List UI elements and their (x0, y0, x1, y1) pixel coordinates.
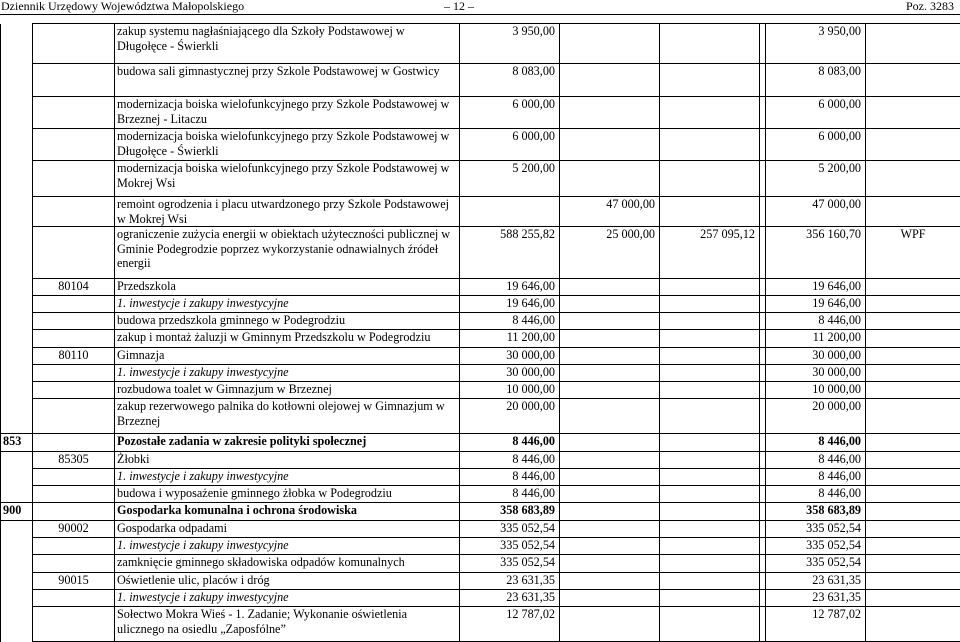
subsection-code (33, 607, 115, 642)
amount-total: 30 000,00 (460, 348, 560, 365)
subsection-code (33, 227, 115, 279)
source-note (866, 434, 960, 452)
amount-total: 10 000,00 (460, 382, 560, 399)
subsection-code (33, 197, 115, 227)
amount-own (560, 573, 660, 590)
amount-total: 8 446,00 (460, 313, 560, 330)
amount-year: 8 446,00 (766, 486, 866, 503)
amount-total: 358 683,89 (460, 503, 560, 521)
amount-own (560, 296, 660, 313)
subsection-code (33, 296, 115, 313)
table-row (1, 97, 960, 129)
section-code (1, 296, 33, 313)
task-description: zakup systemu nagłaśniającego dla Szkoły Podstawowej w Długołęce - Świerkli (115, 24, 460, 64)
subsection-code: 85305 (33, 452, 115, 469)
amount-external (660, 365, 760, 382)
subsection-code (33, 503, 115, 521)
amount-external (660, 64, 760, 97)
amount-total: 6 000,00 (460, 97, 560, 129)
task-description: budowa przedszkola gminnego w Podegrodziu (115, 313, 460, 330)
amount-year: 335 052,54 (766, 538, 866, 555)
section-code (1, 382, 33, 399)
table-row (1, 197, 960, 227)
task-description: Gospodarka odpadami (115, 521, 460, 538)
amount-year: 19 646,00 (766, 279, 866, 296)
amount-year: 6 000,00 (766, 97, 866, 129)
source-note (866, 161, 960, 197)
amount-total: 8 446,00 (460, 486, 560, 503)
amount-total: 335 052,54 (460, 521, 560, 538)
amount-external (660, 296, 760, 313)
amount-own (560, 365, 660, 382)
section-code: 900 (1, 503, 33, 521)
task-description: 1. inwestycje i zakupy inwestycyjne (115, 538, 460, 555)
amount-year: 8 446,00 (766, 452, 866, 469)
source-note (866, 365, 960, 382)
section-code (1, 521, 33, 538)
amount-own (560, 538, 660, 555)
journal-title: Dziennik Urzędowy Województwa Małopolskiego (1, 0, 244, 13)
position-number: Poz. 3283 (906, 0, 954, 13)
subsection-code (33, 399, 115, 434)
task-description: Gimnazja (115, 348, 460, 365)
subsection-code: 80104 (33, 279, 115, 296)
amount-year: 47 000,00 (766, 197, 866, 227)
amount-total: 3 950,00 (460, 24, 560, 64)
amount-total: 8 083,00 (460, 64, 560, 97)
amount-own (560, 469, 660, 486)
amount-year: 12 787,02 (766, 607, 866, 642)
amount-year: 23 631,35 (766, 590, 866, 607)
amount-year: 8 446,00 (766, 469, 866, 486)
section-code (1, 399, 33, 434)
amount-total: 12 787,02 (460, 607, 560, 642)
section-code (1, 227, 33, 279)
amount-external (660, 279, 760, 296)
amount-year: 5 200,00 (766, 161, 866, 197)
amount-external (660, 129, 760, 161)
table-row (1, 503, 960, 521)
amount-year: 11 200,00 (766, 330, 866, 348)
task-description: 1. inwestycje i zakupy inwestycyjne (115, 296, 460, 313)
amount-external (660, 382, 760, 399)
table-row (1, 434, 960, 452)
amount-year: 3 950,00 (766, 24, 866, 64)
table-row (1, 161, 960, 197)
task-description: Pozostałe zadania w zakresie polityki społecznej (115, 434, 460, 452)
amount-year: 335 052,54 (766, 521, 866, 538)
amount-own (560, 434, 660, 452)
task-description: Sołectwo Mokra Wieś - 1. Zadanie; Wykonanie oświetlenia ulicznego na osiedlu „Zaposfólne” (115, 607, 460, 642)
section-code (1, 573, 33, 590)
table-row (1, 313, 960, 330)
amount-year: 6 000,00 (766, 129, 866, 161)
subsection-code (33, 538, 115, 555)
section-code (1, 555, 33, 573)
amount-external (660, 348, 760, 365)
amount-external (660, 555, 760, 573)
subsection-code (33, 469, 115, 486)
subsection-code (33, 365, 115, 382)
source-note (866, 521, 960, 538)
task-description: zamknięcie gminnego składowiska odpadów komunalnych (115, 555, 460, 573)
section-code (1, 469, 33, 486)
section-code (1, 590, 33, 607)
amount-total: 8 446,00 (460, 469, 560, 486)
amount-year: 23 631,35 (766, 573, 866, 590)
table-row (1, 573, 960, 590)
amount-total: 335 052,54 (460, 555, 560, 573)
amount-total: 19 646,00 (460, 296, 560, 313)
table-row (1, 469, 960, 486)
amount-own (560, 64, 660, 97)
amount-year: 30 000,00 (766, 348, 866, 365)
amount-own (560, 161, 660, 197)
amount-total: 23 631,35 (460, 573, 560, 590)
subsection-code (33, 161, 115, 197)
source-note (866, 399, 960, 434)
table-row (1, 590, 960, 607)
amount-own: 25 000,00 (560, 227, 660, 279)
section-code (1, 486, 33, 503)
source-note (866, 452, 960, 469)
source-note (866, 382, 960, 399)
task-description: Gospodarka komunalna i ochrona środowiska (115, 503, 460, 521)
table-row (1, 24, 960, 64)
amount-own (560, 503, 660, 521)
subsection-code (33, 313, 115, 330)
budget-table (0, 23, 960, 642)
table-row (1, 365, 960, 382)
amount-own (560, 452, 660, 469)
source-note (866, 469, 960, 486)
amount-external (660, 590, 760, 607)
task-description: 1. inwestycje i zakupy inwestycyjne (115, 365, 460, 382)
table-row (1, 382, 960, 399)
task-description: remoint ogrodzenia i placu utwardzonego przy Szkole Podstawowej w Mokrej Wsi (115, 197, 460, 227)
amount-year: 358 683,89 (766, 503, 866, 521)
amount-external (660, 503, 760, 521)
section-code (1, 607, 33, 642)
page-number: – 12 – (444, 0, 474, 13)
amount-year: 20 000,00 (766, 399, 866, 434)
task-description: zakup rezerwowego palnika do kotłowni olejowej w Gimnazjum w Brzeznej (115, 399, 460, 434)
amount-own (560, 555, 660, 573)
amount-total: 5 200,00 (460, 161, 560, 197)
subsection-code (33, 434, 115, 452)
amount-own (560, 590, 660, 607)
amount-own (560, 521, 660, 538)
source-note (866, 503, 960, 521)
source-note (866, 590, 960, 607)
task-description: Żłobki (115, 452, 460, 469)
section-code: 853 (1, 434, 33, 452)
source-note (866, 97, 960, 129)
amount-own (560, 348, 660, 365)
amount-total: 11 200,00 (460, 330, 560, 348)
amount-total: 6 000,00 (460, 129, 560, 161)
subsection-code (33, 64, 115, 97)
amount-external (660, 607, 760, 642)
source-note (866, 279, 960, 296)
source-note (866, 573, 960, 590)
table-row (1, 279, 960, 296)
table-row (1, 607, 960, 642)
task-description: rozbudowa toalet w Gimnazjum w Brzeznej (115, 382, 460, 399)
section-code (1, 348, 33, 365)
source-note: WPF (866, 227, 960, 279)
task-description: ograniczenie zużycia energii w obiektach użyteczności publicznej w Gminie Podegrodzie poprzez wykorzystanie odnawialnych źródeł energii (115, 227, 460, 279)
amount-total: 20 000,00 (460, 399, 560, 434)
amount-own (560, 24, 660, 64)
source-note (866, 348, 960, 365)
amount-total: 335 052,54 (460, 538, 560, 555)
amount-external (660, 573, 760, 590)
task-description: modernizacja boiska wielofunkcyjnego przy Szkole Podstawowej w Brzeznej - Litaczu (115, 97, 460, 129)
source-note (866, 313, 960, 330)
table-row (1, 486, 960, 503)
task-description: modernizacja boiska wielofunkcyjnego przy Szkole Podstawowej w Mokrej Wsi (115, 161, 460, 197)
table-row (1, 521, 960, 538)
table-row (1, 330, 960, 348)
amount-own (560, 279, 660, 296)
amount-external (660, 399, 760, 434)
source-note (866, 197, 960, 227)
section-code (1, 24, 33, 64)
amount-own (560, 607, 660, 642)
task-description: 1. inwestycje i zakupy inwestycyjne (115, 590, 460, 607)
source-note (866, 296, 960, 313)
amount-own (560, 486, 660, 503)
amount-external (660, 161, 760, 197)
task-description: Przedszkola (115, 279, 460, 296)
amount-total (460, 197, 560, 227)
amount-external (660, 313, 760, 330)
subsection-code (33, 486, 115, 503)
table-body (1, 24, 960, 642)
source-note (866, 486, 960, 503)
subsection-code (33, 24, 115, 64)
subsection-code: 80110 (33, 348, 115, 365)
section-code (1, 279, 33, 296)
task-description: budowa i wyposażenie gminnego żłobka w Podegrodziu (115, 486, 460, 503)
amount-external (660, 486, 760, 503)
amount-external (660, 197, 760, 227)
subsection-code (33, 97, 115, 129)
source-note (866, 330, 960, 348)
amount-external (660, 521, 760, 538)
amount-external (660, 452, 760, 469)
subsection-code (33, 330, 115, 348)
amount-own (560, 97, 660, 129)
amount-external (660, 97, 760, 129)
section-code (1, 97, 33, 129)
page-header (0, 0, 960, 15)
source-note (866, 129, 960, 161)
amount-year: 8 446,00 (766, 313, 866, 330)
amount-external (660, 538, 760, 555)
amount-total: 8 446,00 (460, 452, 560, 469)
amount-total: 19 646,00 (460, 279, 560, 296)
amount-year: 356 160,70 (766, 227, 866, 279)
section-code (1, 452, 33, 469)
amount-external (660, 24, 760, 64)
source-note (866, 555, 960, 573)
amount-year: 335 052,54 (766, 555, 866, 573)
amount-total: 30 000,00 (460, 365, 560, 382)
table-row (1, 452, 960, 469)
table-row (1, 399, 960, 434)
section-code (1, 64, 33, 97)
amount-total: 23 631,35 (460, 590, 560, 607)
task-description: zakup i montaż żaluzji w Gminnym Przedszkolu w Podegrodziu (115, 330, 460, 348)
amount-own (560, 330, 660, 348)
amount-year: 8 446,00 (766, 434, 866, 452)
source-note (866, 538, 960, 555)
table-row (1, 555, 960, 573)
table-row (1, 538, 960, 555)
subsection-code (33, 129, 115, 161)
section-code (1, 313, 33, 330)
task-description: Oświetlenie ulic, placów i dróg (115, 573, 460, 590)
section-code (1, 330, 33, 348)
amount-external: 257 095,12 (660, 227, 760, 279)
amount-own (560, 313, 660, 330)
amount-year: 8 083,00 (766, 64, 866, 97)
amount-external (660, 330, 760, 348)
amount-external (660, 434, 760, 452)
source-note (866, 64, 960, 97)
task-description: budowa sali gimnastycznej przy Szkole Podstawowej w Gostwicy (115, 64, 460, 97)
table-row (1, 227, 960, 279)
task-description: modernizacja boiska wielofunkcyjnego przy Szkole Podstawowej w Długołęce - Świerkli (115, 129, 460, 161)
section-code (1, 161, 33, 197)
section-code (1, 538, 33, 555)
table-row (1, 348, 960, 365)
section-code (1, 129, 33, 161)
subsection-code: 90015 (33, 573, 115, 590)
amount-total: 588 255,82 (460, 227, 560, 279)
source-note (866, 607, 960, 642)
amount-year: 19 646,00 (766, 296, 866, 313)
subsection-code: 90002 (33, 521, 115, 538)
table-row (1, 296, 960, 313)
table-row (1, 129, 960, 161)
amount-total: 8 446,00 (460, 434, 560, 452)
task-description: 1. inwestycje i zakupy inwestycyjne (115, 469, 460, 486)
amount-own: 47 000,00 (560, 197, 660, 227)
subsection-code (33, 382, 115, 399)
amount-year: 10 000,00 (766, 382, 866, 399)
amount-own (560, 399, 660, 434)
source-note (866, 24, 960, 64)
subsection-code (33, 590, 115, 607)
amount-own (560, 382, 660, 399)
section-code (1, 197, 33, 227)
table-row (1, 64, 960, 97)
subsection-code (33, 555, 115, 573)
amount-year: 30 000,00 (766, 365, 866, 382)
amount-own (560, 129, 660, 161)
amount-external (660, 469, 760, 486)
section-code (1, 365, 33, 382)
